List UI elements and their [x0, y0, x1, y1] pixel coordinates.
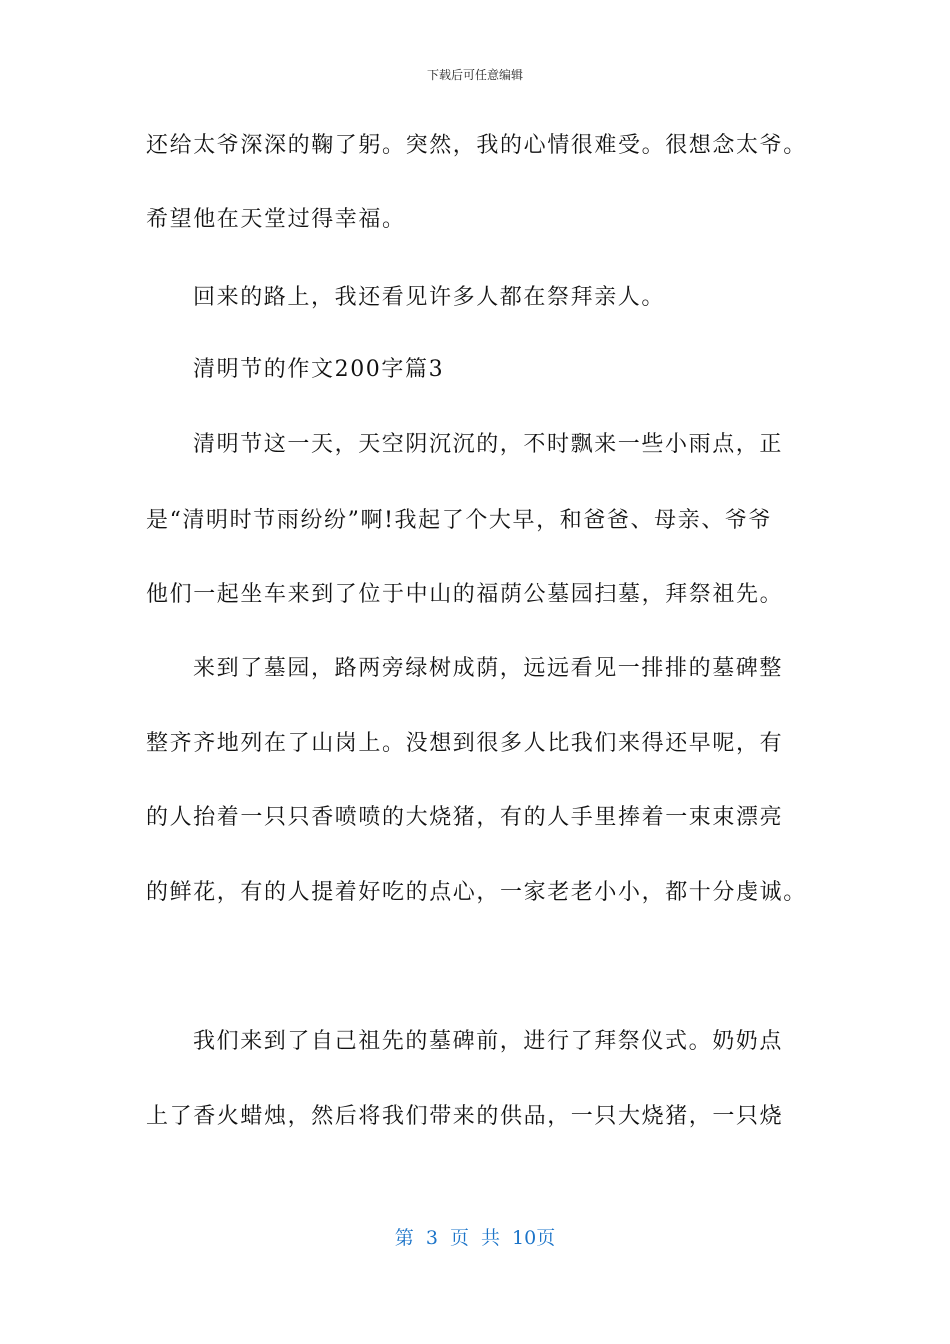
- section-heading: 清明节的作文200字篇3: [193, 357, 445, 382]
- text-line-2: 希望他在天堂过得幸福。: [146, 207, 406, 232]
- text-line-11: 的鲜花，有的人提着好吃的点心，一家老老小小，都十分虔诚。: [146, 880, 807, 905]
- text-line-12: 我们来到了自己祖先的墓碑前，进行了拜祭仪式。奶奶点: [193, 1029, 784, 1054]
- page-header: 下载后可任意编辑: [426, 68, 523, 82]
- page-footer: 第 3 页 共 10页: [394, 1227, 556, 1249]
- text-line-8: 来到了墓园，路两旁绿树成荫，远远看见一排排的墓碑整: [193, 656, 784, 681]
- text-line-3: 回来的路上，我还看见许多人都在祭拜亲人。: [193, 285, 666, 310]
- text-line-1: 还给太爷深深的鞠了躬。突然，我的心情很难受。很想念太爷。: [146, 133, 807, 158]
- text-line-6: 是“清明时节雨纷纷”啊!我起了个大早，和爸爸、母亲、爷爷: [146, 508, 773, 533]
- text-line-7: 他们一起坐车来到了位于中山的福荫公墓园扫墓，拜祭祖先。: [146, 582, 784, 607]
- text-line-10: 的人抬着一只只香喷喷的大烧猪，有的人手里捧着一束束漂亮: [146, 805, 784, 830]
- text-line-13: 上了香火蜡烛，然后将我们带来的供品，一只大烧猪，一只烧: [146, 1104, 784, 1129]
- text-line-5: 清明节这一天，天空阴沉沉的，不时飘来一些小雨点，正: [193, 432, 784, 457]
- text-line-9: 整齐齐地列在了山岗上。没想到很多人比我们来得还早呢，有: [146, 731, 784, 756]
